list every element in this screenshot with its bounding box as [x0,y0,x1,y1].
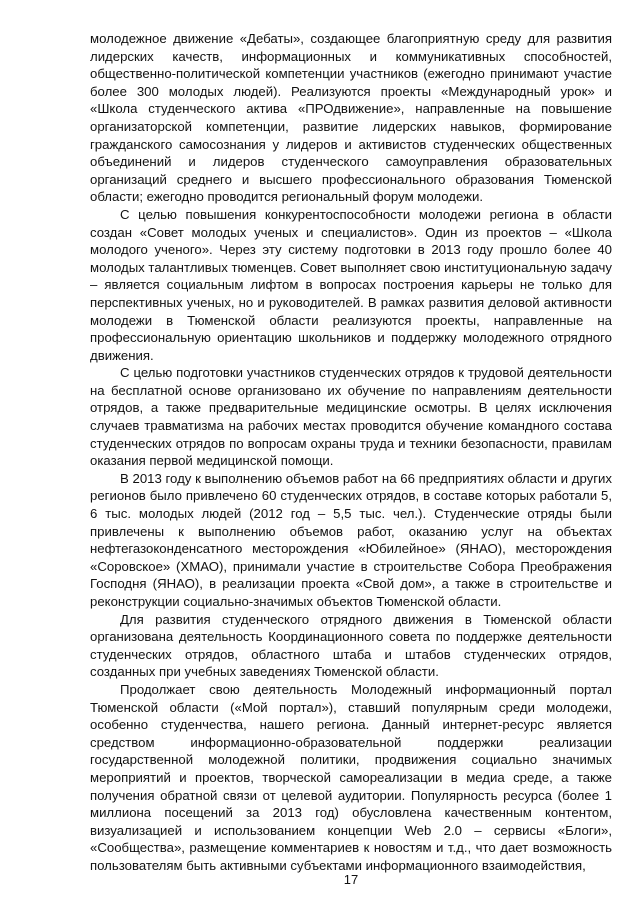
page-number: 17 [343,872,359,887]
paragraph-young-scientists: С целью повышения конкурентоспособности молодежи региона в области создан «Совет молодых ученых и специалистов». Один из проектов – «Школа молодого ученого». Через эту систему подготовки в 2013 году прошло более 40 молодых талантливых тюменцев. Совет выполняет свою институциональную задачу – является социальным лифтом в вопросах построения карьеры не только для перспективных ученых, но и руководителей. В рамках развития деловой активности молодежи в Тюменской области реализуются проекты, направленные на профессиональную ориентацию школьников и поддержку молодежного отрядного движения. [90,206,612,363]
paragraph-debates: молодежное движение «Дебаты», создающее благоприятную среду для развития лидерских качеств, информационных и коммуникативных способностей, общественно-политической компетенции участников (ежегодно принимают участие более 300 молодых людей). Реализуются проекты «Международный урок» и «Школа студенческого актива «ПРОдвижение», направленные на повышение организаторской компетенции, развитие лидерских навыков, формирование гражданского самосознания у лидеров и активистов студенческих общественных объединений и лидеров студенческого самоуправления образовательных организаций среднего и высшего профессионального образования Тюменской области; ежегодно проводится региональный форум молодежи. [90,31,612,205]
paragraph-youth-portal: Продолжает свою деятельность Молодежный информационный портал Тюменской области («Мой портал»), ставший популярным среди молодежи, особенно студенчества, нашего региона. Данный интернет-ресурс является средством информационно-образовательной поддержки реализации государственной молодежной политики, продвижения социально значимых мероприятий и проектов, творческой самореализации в медиа среде, а также получения обратной связи от целевой аудитории. Популярность ресурса (более 1 миллиона посещений за 2013 год) обусловлена качественным контентом, визуализацией и использованием концепции Web 2.0 – сервисы «Блоги», «Сообщества», размещение комментариев к новостям и т.д., что дает возможность пользователям быть активными субъектами информационного взаимодействия, [90,681,612,873]
paragraph-coordination-council: Для развития студенческого отрядного движения в Тюменской области организована деятельность Координационного совета по поддержке деятельности студенческих отрядов, областного штаба и штабов студенческих отрядов, созданных при учебных заведениях Тюменской области. [90,611,612,680]
paragraph-student-training: С целью подготовки участников студенческих отрядов к трудовой деятельности на бесплатной основе организовано их обучение по направлениям деятельности отрядов, а также предварительные медицинские осмотры. В целях исключения случаев травматизма на рабочих местах проводится обучение командного состава студенческих отрядов по вопросам охраны труда и техники безопасности, правилам оказания первой медицинской помощи. [90,365,612,469]
paragraph-student-brigades-2013: В 2013 году к выполнению объемов работ на 66 предприятиях области и других регионов было привлечено 60 студенческих отрядов, в составе которых работали 5, 6 тыс. молодых людей (2012 год – 5,5 тыс. чел.). Студенческие отряды были привлечены к выполнению объемов работ, оказанию услуг на объектах нефтегазоконденсатного месторождения «Юбилейное» (ЯНАО), месторождения «Соровское» (ХМАО), принимали участие в строительстве Собора Преображения Господня (ЯНАО), в реализации проекта «Свой дом», а также в строительстве и реконструкции социально-значимых объектов Тюменской области. [90,470,612,609]
